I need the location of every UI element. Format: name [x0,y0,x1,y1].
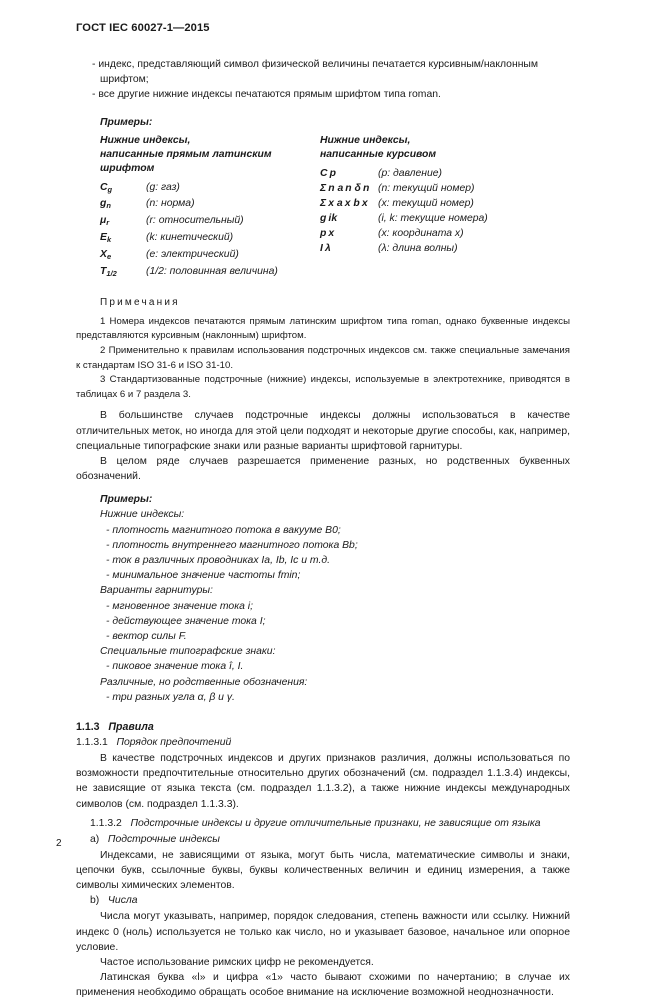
symbol: $C_g$ [100,181,113,194]
examples-2-item: - вектор силы F. [106,630,187,642]
examples-1-left-header-line2: написанные прямым латинским шрифтом [100,148,272,174]
note-item-1: 1 Номера индексов печатаются прямым латинским шрифтом типа roman, однако буквенные индексы представляются курсивным (наклонным) шрифтом. [76,315,570,342]
formula-description: (i, k: текущие номера) [378,212,488,224]
examples-2-item: - плотность внутреннего магнитного потока Bb; [106,539,358,551]
formula: I λ [320,242,331,254]
subsection-heading-b [76,893,570,909]
formula: Σ x a x b x [320,197,368,209]
symbol-description: (1/2: половинная величина) [146,265,278,277]
examples-2-title: Примеры: [100,494,153,506]
intro-bullet-1: - индекс, представляющий символ физической величины печатается курсивным/наклонным шрифтом; [92,59,539,86]
symbol: $g_n$ [100,198,111,211]
example-row [100,213,320,230]
examples-1-left-column [100,134,320,281]
examples-1-grid [76,134,570,281]
subsection-b-paragraph-3: Латинская буква «l» и цифра «1» часто бывают схожими по начертанию; в случае их применения необходимо обращать особое внимание на исключение возможной неоднозначности. [76,972,570,999]
example-row [320,226,570,241]
section-heading-1-1-3-1 [76,735,570,751]
section-heading-1-1-3-2 [76,816,570,832]
examples-2-item: - минимальное значение частоты fmin; [106,570,301,582]
subsection-a-paragraph: Индексами, не зависящими от языка, могут быть числа, математические символы и знаки, цепочки букв, ссылочные буквы, буквы количественных величин и единиц измерения, а также символы химических элементов. [76,849,570,892]
formula: p x [320,227,335,239]
note-item-3: 3 Стандартизованные подстрочные (нижние) индексы, используемые в электротехнике, приводятся в таблицах 6 и 7 раздела 3. [76,374,570,400]
formula-description: (n: текущий номер) [378,182,475,194]
section-title: Подстрочные индексы и другие отличительные признаки, не зависящие от языка [130,817,541,829]
symbol-description: (e: электрический) [146,249,239,261]
subsection-label: a) [90,833,100,845]
formula-description: (λ: длина волны) [378,242,458,254]
examples-2-item: - пиковое значение тока î, I. [106,661,244,673]
examples-2-item: - три разных угла α, β и γ. [106,691,235,703]
formula: C p [320,167,336,179]
examples-2-group-heading: Нижние индексы: [100,509,185,521]
examples-2-group-heading: Варианты гарнитуры: [100,585,213,597]
formula: g ik [320,212,338,224]
symbol-description: (g: газ) [146,181,180,193]
examples-1-right-header-line1: Нижние индексы, [320,134,411,146]
examples-1-right-header-line2: написанные курсивом [320,148,437,160]
page-content [76,57,570,1001]
subsection-heading-a [76,832,570,848]
symbol: $\mu_r$ [100,215,110,228]
symbol: $X_e$ [100,249,112,261]
page-number: 2 [56,838,62,849]
subsection-b-paragraph-1: Числа могут указывать, например, порядок следования, степень важности или ссылку. Нижний индекс 0 (ноль) используется не только как число, но и указывает базовое, начальное или опорное условие. [76,911,570,953]
subsection-b-paragraph-2: Частое использование римских цифр не рекомендуется. [100,957,374,969]
examples-1-right-column [320,134,570,281]
section-number: 1.1.3.1 [76,736,108,748]
page-header: ГОСТ IEC 60027-1—2015 [76,22,210,34]
section-heading-1-1-3 [76,719,570,735]
examples-2-item: - действующее значение тока I; [106,615,266,627]
body-paragraph-2: В целом ряде случаев разрешается применение разных, но родственных буквенных обозначений. [76,455,570,483]
intro-bullet-2: - все другие нижние индексы печатаются прямым шрифтом типа roman. [92,89,441,101]
section-title: Правила [108,720,154,733]
symbol-description: (r: относительный) [146,215,244,227]
formula-description: (x: координата x) [378,227,464,239]
example-row [320,196,570,211]
examples-2-item: - плотность магнитного потока в вакууме B0; [106,524,341,536]
notes-title: Примечания [100,296,180,308]
formula: Σ n a n δ n [320,182,370,194]
example-row [100,196,320,213]
section-number: 1.1.3.2 [90,817,122,829]
formula-description: (p: давление) [378,167,442,179]
example-row [320,166,570,181]
body-paragraph-1: В большинстве случаев подстрочные индексы должны использоваться в качестве отличительных меток, но иногда для этой цели подходят и некоторые другие способы, как, например, специальные типографские знаки или разные варианты шрифтовой гарнитуры. [76,410,570,452]
example-row [100,264,320,281]
section-1-1-3-1-paragraph: В качестве подстрочных индексов и других признаков различия, должны использоваться по возможности предпочтительные относительно других обозначений (см. подраздел 1.1.3.4) индексы, не зависящие от языка текста (см. подраздел 1.1.3.2), а также нижние индексы международных символов (см. подраздел 1.1.3.3). [76,752,570,810]
section-title: Порядок предпочтений [116,736,232,748]
formula-description: (x: текущий номер) [378,197,474,209]
examples-1-title: Примеры: [100,116,153,128]
subsection-title: Числа [107,895,138,907]
symbol: $E_k$ [100,232,112,245]
example-row [100,180,320,197]
subsection-label: b) [90,895,100,907]
examples-2-item: - ток в различных проводниках Ia, Ib, Ic и т.д. [106,554,330,566]
symbol-description: (n: норма) [146,198,195,210]
examples-1-left-header-line1: Нижние индексы, [100,134,191,146]
example-row [100,230,320,247]
subsection-title: Подстрочные индексы [107,833,220,845]
example-row [320,181,570,196]
example-row [320,211,570,226]
examples-2-item: - мгновенное значение тока i; [106,600,253,612]
examples-2-group-heading: Специальные типографские знаки: [100,646,276,658]
note-item-2: 2 Применительно к правилам использования подстрочных индексов см. также специальные замечания к стандартам ISO 31-6 и ISO 31-10. [76,344,570,371]
examples-2-group-heading: Различные, но родственные обозначения: [100,676,308,688]
example-row [100,247,320,264]
section-number: 1.1.3 [76,720,100,733]
symbol-description: (k: кинетический) [146,232,234,244]
example-row [320,241,570,256]
symbol: $T_{1/2}$ [100,265,117,278]
